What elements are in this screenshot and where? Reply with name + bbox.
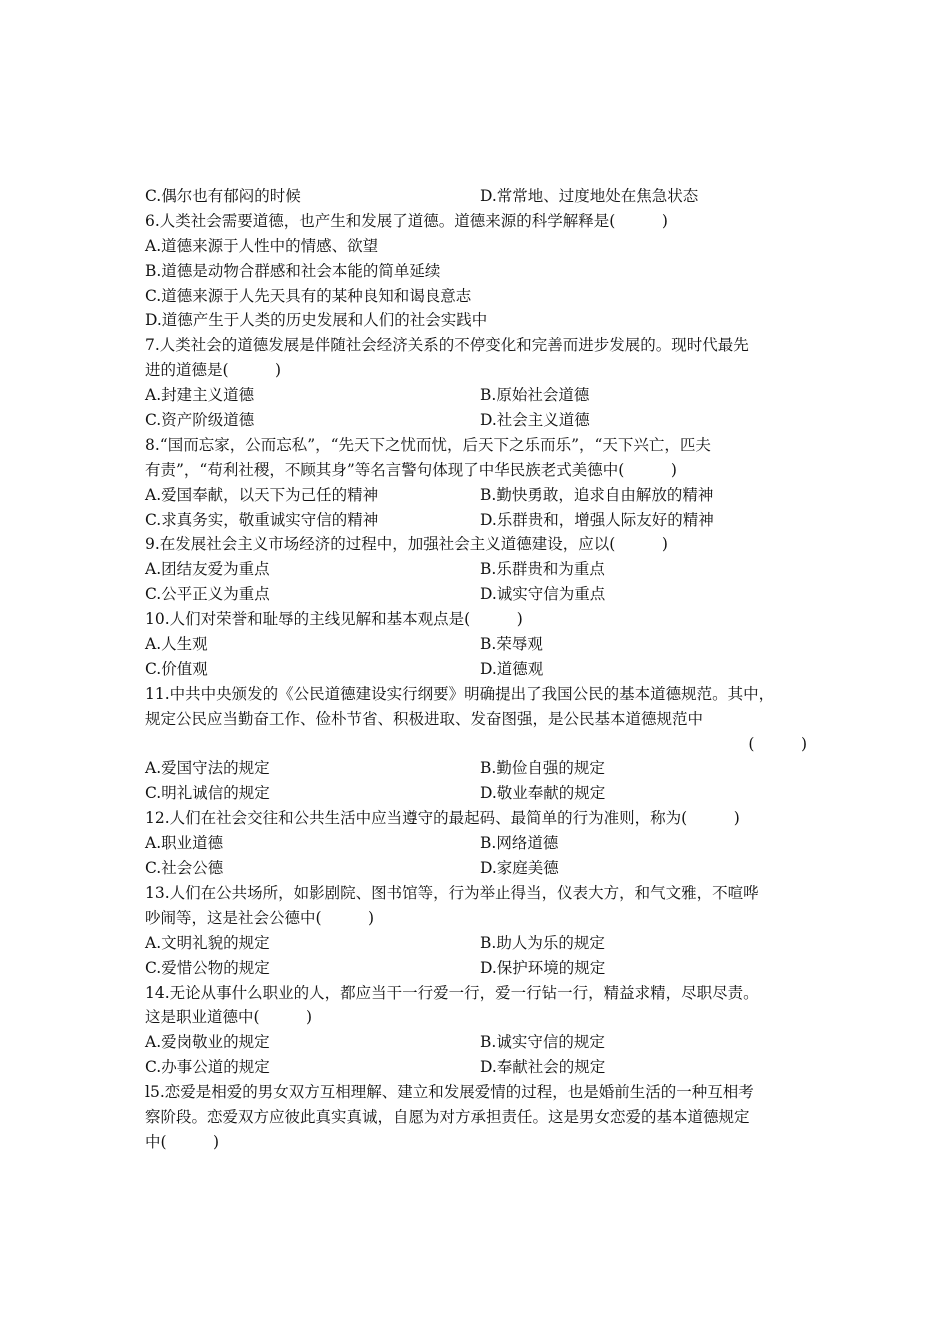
option-c: C.偶尔也有郁闷的时候 [145,187,301,205]
question-11-text-line-1: 11.中共中央颁发的《公民道德建设实行纲要》明确提出了我国公民的基本道德规范。其中， [145,684,775,703]
question-8-options-cd [145,508,815,533]
question-8-text-line-1: 8.“国而忘家，公而忘私”，“先天下之忧而忧，后天下之乐而乐”，“天下兴亡，匹夫 [145,435,711,454]
question-15-text-line-1: l5.恋爱是相爱的男女双方互相理解、建立和发展爱情的过程，也是婚前生活的一种互相考 [145,1083,754,1102]
option-d: D.诚实守信为重点 [480,585,606,604]
option-c: C.公平正义为重点 [145,585,270,604]
question-11-answer-paren: ( ) [748,734,807,753]
question-7-options-ab [145,383,815,408]
question-11-text-line-2: 规定公民应当勤奋工作、俭朴节省、积极进取、发奋图强，是公民基本道德规范中 [145,709,704,728]
option-b: B.助人为乐的规定 [480,933,605,952]
question-12-options-cd [145,856,815,881]
option-a: A.封建主义道德 [145,386,255,405]
option-d: D.社会主义道德 [480,411,590,430]
question-11-options-ab [145,756,815,781]
option-c: C.爱惜公物的规定 [145,958,270,977]
question-10-text: 10.人们对荣誉和耻辱的主线见解和基本观点是( ) [145,610,523,629]
option-c: C.求真务实，敬重诚实守信的精神 [145,510,379,529]
option-d: D.常常地、过度地处在焦急状态 [480,187,699,205]
question-11-options-cd [145,781,815,806]
option-b: B.荣辱观 [480,635,543,654]
question-9-text: 9.在发展社会主义市场经济的过程中，加强社会主义道德建设，应以( ) [145,535,668,554]
option-d: D.敬业奉献的规定 [480,784,606,803]
question-9-options-cd [145,582,815,607]
option-b: B.原始社会道德 [480,386,590,405]
question-6-option-c: C.道德来源于人先天具有的某种良知和谒良意志 [145,286,472,305]
question-6-option-b: B.道德是动物合群感和社会本能的简单延续 [145,261,441,280]
option-a: A.职业道德 [145,834,224,853]
question-8-options-ab [145,483,815,508]
question-15-text-line-3: 中( ) [145,1132,220,1151]
option-a: A.文明礼貌的规定 [145,933,270,952]
question-6-option-d: D.道德产生于人类的历史发展和人们的社会实践中 [145,311,488,330]
option-a: A.爱岗敬业的规定 [145,1033,270,1052]
option-a: A.人生观 [145,635,208,654]
question-14-options-cd [145,1055,815,1080]
option-d: D.奉献社会的规定 [480,1058,606,1077]
option-a: A.爱国守法的规定 [145,759,270,778]
question-15-text-line-2: 察阶段。恋爱双方应彼此真实真诚，自愿为对方承担责任。这是男女恋爱的基本道德规定 [145,1107,750,1126]
question-10-options-ab [145,632,815,657]
question-7-text-line-1: 7.人类社会的道德发展是伴随社会经济关系的不停变化和完善而进步发展的。现时代最先 [145,336,749,355]
option-c: C.价值观 [145,659,208,678]
option-c: C.办事公道的规定 [145,1058,270,1077]
option-c: C.明礼诚信的规定 [145,784,270,803]
question-10-options-cd [145,657,815,682]
option-b: B.网络道德 [480,834,559,853]
question-5-options-cd [145,184,815,209]
question-8-text-line-2: 有责”，“苟利社稷，不顾其身”等名言警句体现了中华民族老式美德中( ) [145,460,677,479]
option-c: C.资产阶级道德 [145,411,255,430]
option-d: D.道德观 [480,659,544,678]
question-13-options-ab [145,931,815,956]
question-14-options-ab [145,1030,815,1055]
question-14-text-line-2: 这是职业道德中( ) [145,1008,313,1027]
question-12-text: 12.人们在社会交往和公共生活中应当遵守的最起码、最简单的行为准则，称为( ) [145,809,740,828]
option-d: D.乐群贵和，增强人际友好的精神 [480,510,714,529]
option-b: B.诚实守信的规定 [480,1033,605,1052]
option-b: B.乐群贵和为重点 [480,560,605,579]
exam-page [145,184,815,1155]
question-6-text: 6.人类社会需要道德，也产生和发展了道德。道德来源的科学解释是( ) [145,211,668,230]
question-14-text-line-1: 14.无论从事什么职业的人，都应当干一行爱一行，爱一行钻一行，精益求精，尽职尽责。 [145,983,759,1002]
question-7-options-cd [145,408,815,433]
option-b: B.勤快勇敢，追求自由解放的精神 [480,485,714,504]
question-6-option-a: A.道德来源于人性中的情感、欲望 [145,236,379,255]
question-13-text-line-1: 13.人们在公共场所，如影剧院、图书馆等，行为举止得当，仪表大方，和气文雅，不喧哗 [145,883,759,902]
option-a: A.团结友爱为重点 [145,560,270,579]
option-d: D.保护环境的规定 [480,958,606,977]
option-a: A.爱国奉献，以天下为己任的精神 [145,485,379,504]
question-13-options-cd [145,956,815,981]
option-b: B.勤俭自强的规定 [480,759,605,778]
option-d: D.家庭美德 [480,859,559,878]
question-7-text-line-2: 进的道德是( ) [145,361,282,380]
question-9-options-ab [145,557,815,582]
question-12-options-ab [145,831,815,856]
question-13-text-line-2: 吵闹等，这是社会公德中( ) [145,908,375,927]
option-c: C.社会公德 [145,859,224,878]
